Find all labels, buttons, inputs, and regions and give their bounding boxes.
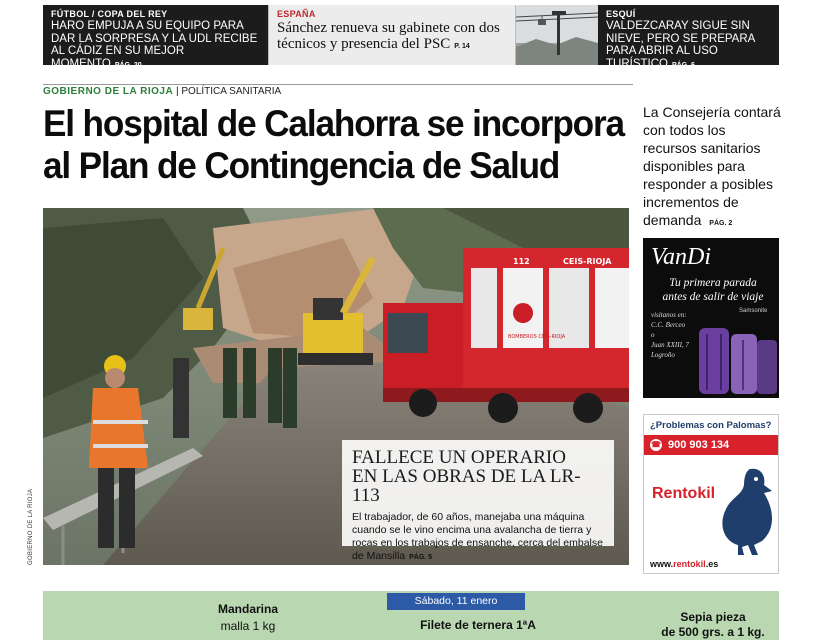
photo-credit: GOBIERNO DE LA RIOJA: [28, 488, 34, 565]
vandi-address-line: C.C. Berceo: [651, 321, 686, 329]
promo-right-line-2: de 500 grs. a 1 kg.: [661, 625, 765, 639]
caption-text: [352, 511, 604, 564]
caption-title: [352, 448, 604, 505]
rentokil-phone: 900 903 134: [668, 439, 730, 451]
teaser-kicker: ESPAÑA: [277, 9, 316, 19]
section-separator: |: [175, 86, 182, 97]
teaser-text: [606, 20, 771, 72]
pigeon-icon: [714, 465, 778, 557]
ad-rentokil[interactable]: [643, 414, 779, 574]
suitcases-illustration: [695, 320, 779, 398]
headline-line-2: al Plan de Contingencia de Salud: [43, 145, 560, 186]
phone-icon: ☎: [651, 440, 661, 449]
teaser-page: P. 14: [454, 43, 470, 50]
vandi-address-line: o: [651, 331, 655, 339]
truck-door-text: BOMBEROS CEIS-RIOJA: [508, 334, 566, 340]
rentokil-website-suffix: .es: [705, 559, 719, 569]
vandi-address-intro: visítanos en:: [651, 311, 687, 319]
rentokil-question: ¿Problemas con Palomas?: [650, 420, 772, 431]
promo-left-line-1: Mandarina: [217, 602, 278, 616]
vandi-tagline-line-2: antes de salir de viaje: [662, 291, 764, 303]
promo-date: Sábado, 11 enero: [387, 593, 525, 610]
rentokil-website-brand: rentokil: [673, 559, 706, 569]
promo-item-center: Filete de ternera 1ªA: [420, 618, 536, 632]
teaser-page: PÁG. 6: [671, 61, 695, 69]
section-main: GOBIERNO DE LA RIOJA: [43, 86, 174, 97]
rentokil-logo: Rentokil: [652, 485, 716, 502]
teaser-text: [51, 20, 260, 72]
headline-deck: [643, 103, 783, 233]
promo-item-right: [643, 610, 783, 640]
vandi-address-line: Logroño: [651, 351, 675, 359]
caption-text-body: El trabajador, de 60 años, manejaba una máquina cuando se le vino encima una avalancha de tierra y rocas en los trabajos de ensanche, cerca del embalse de Mansilla: [352, 511, 603, 562]
promo-left-line-2: malla 1 kg: [220, 619, 276, 633]
promo-right-line-1: Sepia pieza: [680, 610, 746, 624]
deck-text: La Consejería contará con todos los recursos sanitarios disponibles para responder a posibles incrementos de demanda: [643, 104, 781, 228]
teaser-text: [277, 20, 507, 55]
teaser-sports[interactable]: [43, 5, 268, 70]
rentokil-phone-bar[interactable]: [644, 435, 778, 455]
section-label: [43, 84, 633, 97]
section-sub: POLÍTICA SANITARIA: [181, 86, 282, 97]
vandi-address: [651, 310, 689, 360]
teaser-text-body: HARO EMPUJA A SU EQUIPO PARA DAR LA SORPRESA Y LA UDL RECIBE AL CÁDIZ EN SU MEJOR MOMENTO: [51, 20, 258, 70]
rentokil-website[interactable]: [650, 559, 718, 569]
teaser-strip: [43, 5, 779, 70]
headline-line-1: El hospital de Calahorra se incorpora: [43, 103, 624, 144]
main-headline[interactable]: [43, 103, 624, 187]
truck-label: CEIS-RIOJA: [563, 257, 612, 266]
teaser-spain[interactable]: [268, 5, 516, 65]
rentokil-website-prefix: www.: [650, 559, 674, 569]
vandi-address-line: Juan XXIII, 7: [651, 341, 689, 349]
teaser-text-body: Sánchez renueva su gabinete con dos técnicos y presencia del PSC: [277, 20, 500, 52]
caption-page: PÁG. 5: [409, 554, 433, 561]
teaser-page: PÁG. 20: [114, 61, 142, 69]
caption-title-line-1: FALLECE UN OPERARIO: [352, 447, 566, 468]
promo-item-left: [173, 601, 323, 635]
ski-lift-photo: [516, 5, 598, 65]
vandi-tagline: [653, 276, 773, 304]
vandi-tagline-line-1: Tu primera parada: [669, 277, 757, 289]
promo-banner[interactable]: [43, 591, 779, 640]
teaser-text-body: VALDEZCARAY SIGUE SIN NIEVE, PERO SE PREPARA PARA ABRIR AL USO TURÍSTICO: [606, 20, 755, 70]
teaser-kicker: ESQUÍ: [606, 9, 636, 19]
vandi-logo: VanDi: [651, 244, 711, 270]
main-photo[interactable]: [43, 208, 629, 565]
deck-page: PÁG. 2: [709, 220, 733, 227]
ad-vandi[interactable]: [643, 238, 779, 398]
samsonite-logo: Samsonite: [739, 308, 768, 314]
teaser-ski[interactable]: [516, 5, 779, 70]
teaser-kicker: FÚTBOL / COPA DEL REY: [51, 9, 168, 19]
caption-title-line-2: EN LAS OBRAS DE LA LR-113: [352, 466, 581, 506]
truck-plate: 112: [513, 257, 530, 266]
photo-caption[interactable]: [342, 440, 614, 562]
